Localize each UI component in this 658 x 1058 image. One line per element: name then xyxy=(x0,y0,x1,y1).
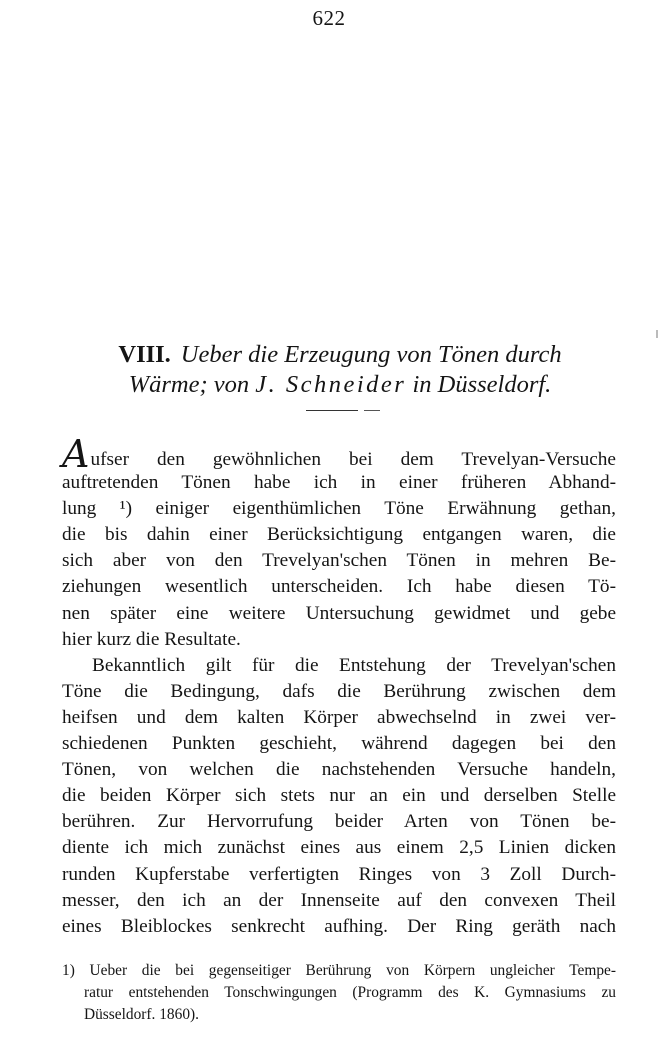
text-line: auftretenden Tönen habe ich in einer früheren Abhand- xyxy=(62,472,616,494)
text-line: lung ¹) einiger eigenthümlichen Töne Erwähnung gethan, xyxy=(62,498,616,520)
text-line: ziehungen wesentlich unterscheiden. Ich habe diesen Tö- xyxy=(62,576,616,598)
text-line: Bekanntlich gilt für die Entstehung der Trevelyan'schen xyxy=(92,654,616,676)
text-line: diente ich mich zunächst eines aus einem 2,5 Linien dicken xyxy=(62,837,616,859)
heading-line-1 xyxy=(60,340,620,370)
text-line: Aufser den gewöhnlichen bei dem Trevelyan-Versuche xyxy=(62,432,616,476)
text-line: runden Kupferstabe verfertigten Ringes von 3 Zoll Durch- xyxy=(62,863,616,885)
footnote xyxy=(62,960,616,1026)
text-line: schiedenen Punkten geschieht, während dagegen bei den xyxy=(62,733,616,755)
separator-rule xyxy=(306,410,358,411)
body-text xyxy=(62,432,616,940)
heading-title-part-3: in Düsseldorf. xyxy=(412,371,552,398)
author-name: J. Schneider xyxy=(255,371,407,398)
text-line: Tönen, von welchen die nachstehenden Versuche handeln, xyxy=(62,759,616,781)
text-line: sich aber von den Trevelyan'schen Tönen in mehren Be- xyxy=(62,550,616,572)
heading-title-part-1: Ueber die Erzeugung von Tönen durch xyxy=(180,341,562,368)
text-line: heifsen und dem kalten Körper abwechselnd in zwei ver- xyxy=(62,706,616,728)
text-line: eines Bleiblockes senkrecht aufhing. Der Ring geräth nach xyxy=(62,915,616,937)
article-heading xyxy=(60,340,620,400)
text-line: messer, den ich an der Innenseite auf den convexen Theil xyxy=(62,889,616,911)
heading-title-part-2: Wärme; von xyxy=(128,371,250,398)
text-line: die beiden Körper sich stets nur an ein und derselben Stelle xyxy=(62,785,616,807)
footnote-line: 1) Ueber die bei gegenseitiger Berührung von Körpern ungleicher Tempe- xyxy=(62,962,616,979)
page-number: 622 xyxy=(312,6,346,30)
text-line: berühren. Zur Hervorrufung beider Arten von Tönen be- xyxy=(62,811,616,833)
separator-rule-short xyxy=(364,410,380,411)
text-line: Töne die Bedingung, dafs die Berührung zwischen dem xyxy=(62,680,616,702)
heading-line-2 xyxy=(60,370,620,400)
footnote-line: Düsseldorf. 1860). xyxy=(84,1006,199,1023)
footnote-line: ratur entstehenden Tonschwingungen (Programm des K. Gymnasiums zu xyxy=(84,984,616,1001)
drop-cap: A xyxy=(62,432,90,476)
section-numeral: VIII. xyxy=(118,341,171,368)
text-line: nen später eine weitere Untersuchung gewidmet und gebe xyxy=(62,602,616,624)
text-line: die bis dahin einer Berücksichtigung entgangen waren, die xyxy=(62,524,616,546)
text-line: hier kurz die Resultate. xyxy=(62,628,241,650)
